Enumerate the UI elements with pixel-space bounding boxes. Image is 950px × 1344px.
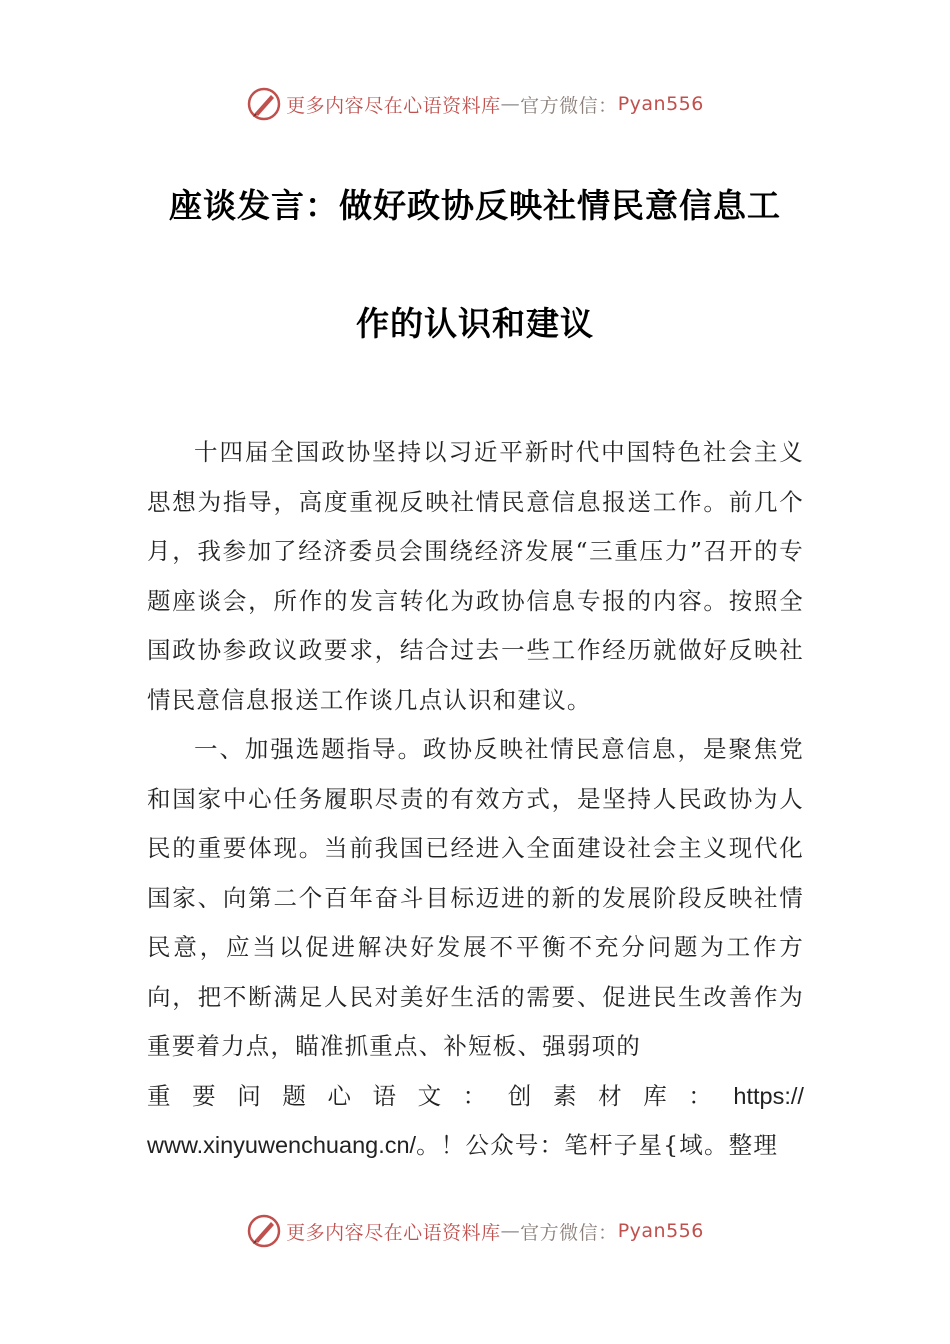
watermark-dash: — [500,93,521,115]
watermark-contact-label: 官方微信： [520,1221,618,1244]
spread-char: 语 [372,1081,398,1110]
spread-char: 要 [192,1081,217,1110]
url-link-head[interactable]: https:// [733,1082,804,1109]
paragraph-intro: 十四届全国政协坚持以习近平新时代中国特色社会主义思想为指导，高度重视反映社情民意信息报送工作。前几个月，我参加了经济委员会围绕经济发展“三重压力”召开的专题座谈会，所作的发言转化为政协信息专报的内容。按照全国政协参政议政要求，结合过去一些工作经历就做好反映社情民意信息报送工作谈几点认识和建议。 [147,438,804,714]
spread-line [147,1072,804,1122]
spread-char: 文 [417,1081,443,1110]
spread-char: 问 [237,1081,262,1110]
watermark-text: 更多内容尽在心语资料库 [286,94,501,117]
spread-char: 题 [282,1081,308,1110]
spread-char: ： [462,1081,488,1110]
footer-watermark [0,1211,950,1251]
spread-char: 创 [507,1081,533,1110]
url-line [147,1121,804,1171]
spread-char: 材 [598,1081,623,1110]
document-title-line-1: 座谈发言：做好政协反映社情民意信息工 [169,186,781,225]
watermark-text: 更多内容尽在心语资料库 [286,1221,501,1244]
spread-char: ： [688,1081,714,1110]
watermark-dash: — [500,1220,521,1242]
header-watermark [0,84,950,124]
watermark-contact-label: 官方微信： [520,94,618,117]
spread-char: 心 [327,1081,353,1110]
url-link-tail[interactable]: www.xinyuwenchuang.cn/ [147,1132,417,1158]
pen-logo-icon [246,1213,282,1249]
pen-logo-icon [246,86,282,122]
document-title-line-2: 作的认识和建议 [356,304,594,343]
watermark-wechat-id: Pyan556 [617,93,704,115]
paragraph-tail: 。！公众号：笔杆子星{域。整理 [416,1131,779,1159]
spread-char: 重 [147,1081,172,1110]
spread-char: 库 [643,1081,668,1110]
watermark-wechat-id: Pyan556 [617,1220,704,1242]
document-body [147,428,804,1171]
paragraph-section-1-text: 一、加强选题指导。政协反映社情民意信息，是聚焦党和国家中心任务履职尽责的有效方式，是坚持人民政协为人民的重要体现。当前我国已经进入全面建设社会主义现代化国家、向第二个百年奋斗目标迈进的新的发展阶段反映社情民意，应当以促进解决好发展不平衡不充分问题为工作方向，把不断满足人民对美好生活的需要、促进民生改善作为重要着力点，瞄准抓重点、补短板、强弱项的 [147,735,804,1060]
spread-char: 素 [552,1081,578,1110]
paragraph-section-1 [147,725,804,1072]
